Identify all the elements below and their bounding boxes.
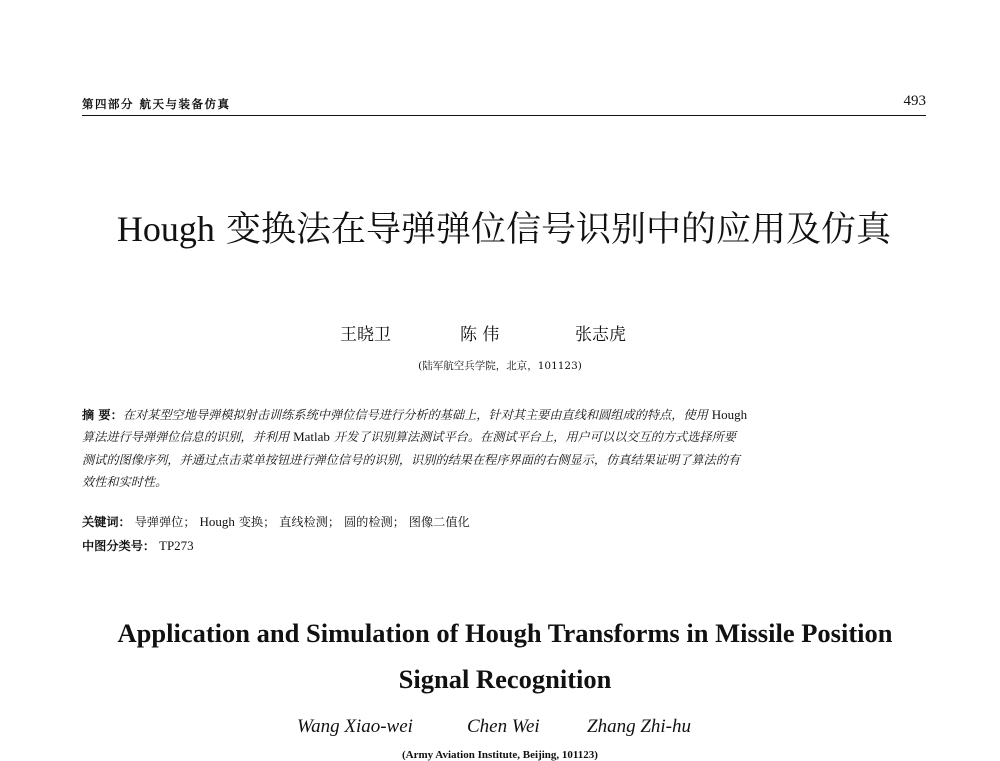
classification-value: TP273 (159, 538, 194, 553)
english-title (82, 610, 928, 702)
keywords (82, 513, 928, 530)
keyword-3: 直线检测； (279, 515, 341, 529)
author-en-2: Chen Wei (467, 716, 540, 737)
abstract-line-4: 效性和实时性。 (82, 474, 168, 489)
author-cn-2: 陈 伟 (460, 325, 500, 345)
abstract-label: 摘 要： (82, 408, 123, 422)
header-section-title: 第四部分 航天与装备仿真 (82, 97, 231, 111)
english-title-line-1: Application and Simulation of Hough Transforms in Missile Position (117, 618, 893, 648)
page-number: 493 (903, 93, 926, 109)
chinese-title (82, 206, 926, 253)
abstract-line-2: 算法进行导弹弹位信息的识别，并利用 Matlab 开发了识别算法测试平台。在测试平台上，用户可以以交互的方式选择所要 (82, 429, 736, 445)
english-affiliation: (Army Aviation Institute, Beijing, 101123) (402, 749, 598, 761)
author-en-3: Zhang Zhi-hu (587, 716, 691, 737)
author-en-1: Wang Xiao-wei (297, 716, 413, 737)
english-title-line-2: Signal Recognition (398, 664, 612, 694)
header-rule (82, 115, 926, 116)
running-header (82, 94, 926, 114)
keyword-2-latin: Hough (199, 514, 235, 529)
classification-number (82, 537, 928, 554)
author-cn-1: 王晓卫 (340, 325, 391, 345)
author-cn-3: 张志虎 (575, 325, 626, 345)
abstract (82, 404, 928, 493)
keyword-1: 导弹弹位； (134, 515, 196, 529)
classification-label: 中图分类号： (82, 539, 156, 553)
abstract-line-1: 摘 要：在对某型空地导弹模拟射击训练系统中弹位信号进行分析的基础上，针对其主要由直线和圆组成的特点，使用 Hough (82, 407, 748, 422)
chinese-affiliation: (陆军航空兵学院，北京，101123) (418, 360, 582, 372)
chinese-title-latin: Hough (116, 209, 215, 249)
keyword-2: 变换； (234, 515, 276, 529)
keyword-4: 圆的检测； (343, 515, 405, 529)
keyword-5: 图像二值化 (408, 515, 470, 529)
chinese-authors (330, 320, 670, 346)
keywords-label: 关键词： (82, 515, 131, 529)
abstract-line-3: 测试的图像序列，并通过点击菜单按钮进行弹位信号的识别，识别的结果在程序界面的右侧显示，仿真结果证明了算法的有 (82, 452, 741, 467)
english-authors (250, 716, 750, 742)
chinese-title-text: 变换法在导弹弹位信号识别中的应用及仿真 (214, 210, 892, 250)
